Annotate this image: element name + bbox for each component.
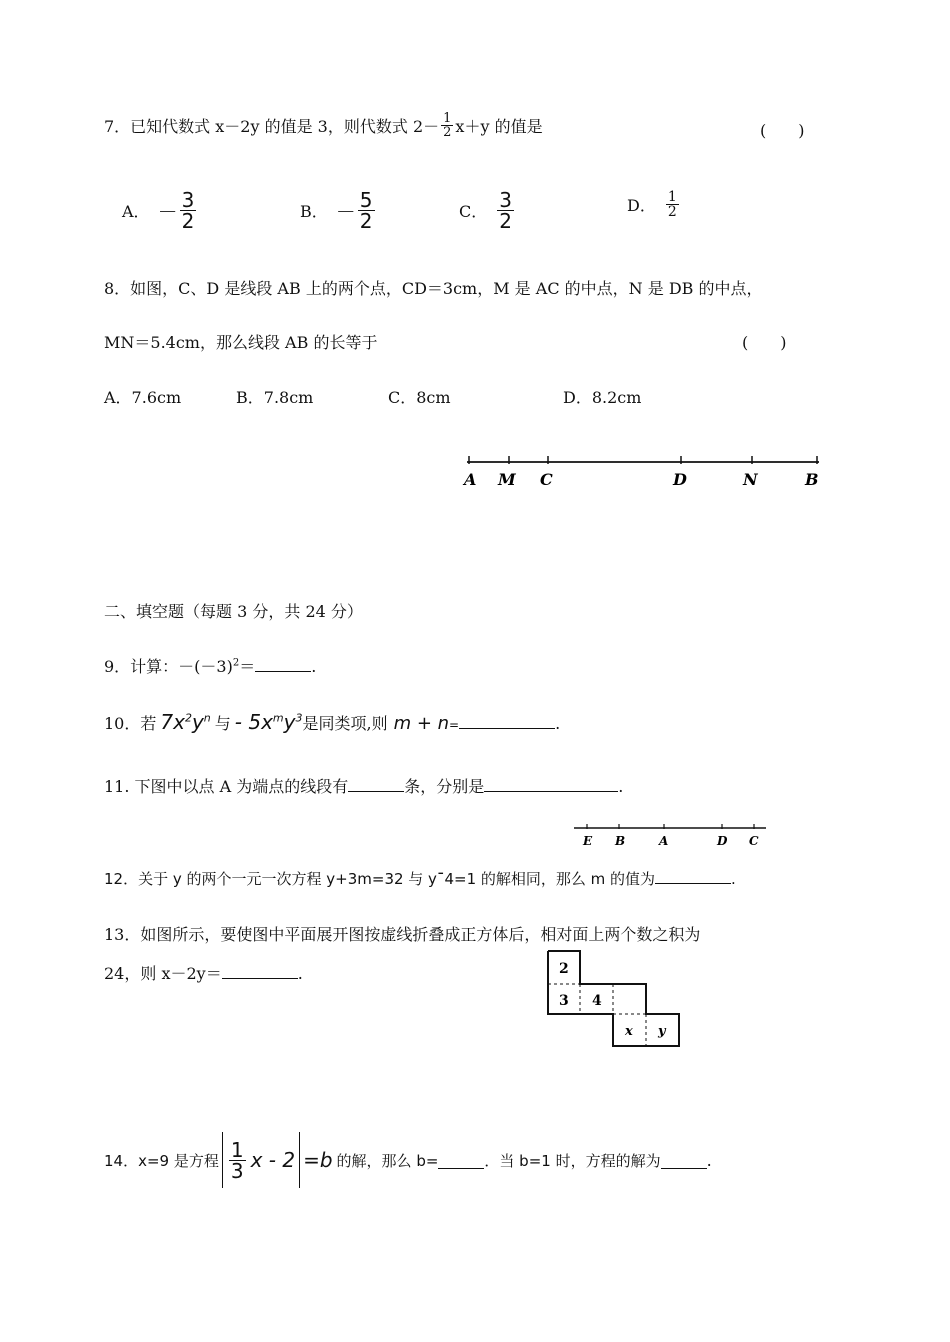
q11-segments-blank[interactable] [484, 775, 618, 792]
q7-fraction: $\frac{1}{2}$ [443, 111, 452, 140]
question-14: 14．x=9 是方程 $\frac{1}{3}$ x - 2 =b 的解，那么 b= ．当 b=1 时，方程的解为 . [104, 1132, 712, 1188]
q8-option-a[interactable]: A．7.6cm [104, 388, 182, 407]
q11-label-c: C [749, 834, 759, 848]
q12-answer-blank[interactable] [655, 868, 731, 884]
net-label-y: y [658, 1024, 666, 1039]
q10-term-2: - $5x^my^3$ [234, 710, 303, 734]
abs-value-expression: $\frac{1}{3}$ x - 2 [222, 1132, 300, 1188]
q7-text-1: 7．已知代数式 x－2y 的值是 3，则代数式 2－ [104, 117, 440, 136]
section-2-heading: 二、填空题（每题 3 分，共 24 分） [104, 602, 363, 621]
q10-answer-blank[interactable] [459, 712, 555, 729]
q11-label-a: A [659, 834, 669, 848]
q8-option-c[interactable]: C．8cm [388, 388, 451, 407]
q7-option-b[interactable]: B． － $\frac{5}{2}$ [300, 188, 373, 233]
q13-line-2: 24，则 x－2y＝ . [104, 964, 303, 983]
q11-count-blank[interactable] [348, 775, 404, 792]
q10-expression: m + n [393, 713, 450, 734]
q11-label-b: B [615, 834, 626, 848]
question-7 [104, 112, 543, 139]
label-b: B [805, 470, 819, 489]
q7-option-d[interactable]: D． $\frac{1}{2}$ [627, 189, 677, 220]
q14-solution-blank[interactable] [661, 1152, 707, 1169]
q11-label-e: E [583, 834, 593, 848]
question-10: 10．若 $7x^2y^n$ 与 - $5x^my^3$ 是同类项,则 m + n = . [104, 710, 561, 734]
q7-option-a[interactable]: A． － $\frac{3}{2}$ [122, 188, 195, 233]
q13-cube-net [545, 948, 685, 1050]
q8-answer-paren: ( ) [742, 333, 787, 352]
label-n: N [743, 470, 758, 489]
q7-text-2: x＋y 的值是 [455, 117, 543, 136]
label-c: C [540, 470, 553, 489]
q8-line-1: 8．如图，C、D 是线段 AB 上的两个点，CD＝3cm，M 是 AC 的中点，N 是 DB 的中点， [104, 279, 763, 298]
q8-line-2: MN＝5.4cm，那么线段 AB 的长等于 [104, 333, 378, 352]
label-m: M [498, 470, 516, 489]
q14-b-blank[interactable] [438, 1152, 484, 1169]
q13-answer-blank[interactable] [222, 962, 298, 979]
q8-option-d[interactable]: D．8.2cm [563, 388, 642, 407]
question-12: 12．关于 y 的两个一元一次方程 y+3m=32 与 yˉ4=1 的解相同，那么 m 的值为 . [104, 870, 736, 888]
q8-option-b[interactable]: B．7.8cm [236, 388, 314, 407]
label-d: D [673, 470, 687, 489]
question-9: 9．计算：$-(-3)^2=$ . [104, 657, 317, 676]
net-label-x: x [625, 1024, 633, 1039]
q8-segment-figure [455, 450, 835, 498]
question-11: 11. 下图中以点 A 为端点的线段有 条，分别是 . [104, 777, 624, 796]
q13-line-1: 13．如图所示，要使图中平面展开图按虚线折叠成正方体后，相对面上两个数之积为 [104, 925, 701, 944]
label-a: A [464, 470, 477, 489]
net-label-2: 2 [559, 961, 569, 977]
net-label-3: 3 [559, 993, 569, 1009]
q11-label-d: D [717, 834, 728, 848]
q7-answer-paren: ( ) [760, 121, 805, 140]
q11-segment-figure [570, 822, 770, 850]
net-label-4: 4 [592, 993, 602, 1009]
q9-answer-blank[interactable] [255, 655, 311, 672]
q10-term-1: $7x^2y^n$ [160, 710, 211, 734]
q7-option-c[interactable]: C． $\frac{3}{2}$ [459, 188, 512, 233]
